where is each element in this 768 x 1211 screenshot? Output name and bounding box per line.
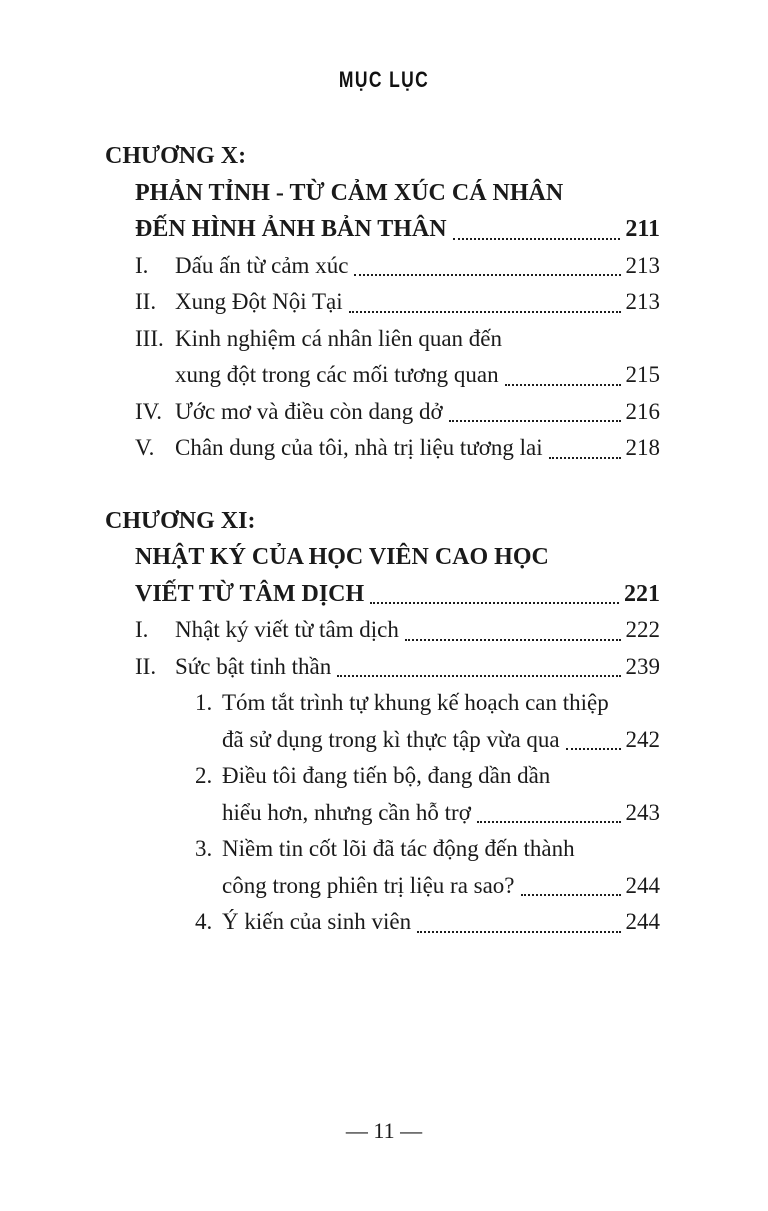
dot-leader: [405, 612, 621, 641]
chapter-title-text: ĐẾN HÌNH ẢNH BẢN THÂN: [135, 216, 447, 242]
dot-leader: [566, 722, 621, 751]
chapter-title-text: PHẢN TỈNH - TỪ CẢM XÚC CÁ NHÂN: [135, 179, 564, 206]
toc-subentry: [195, 685, 660, 722]
dot-leader: [449, 394, 621, 423]
dot-leader: [505, 357, 621, 386]
entry-text: Xung Đột Nội Tại: [175, 289, 343, 314]
entry-text: Nhật ký viết từ tâm dịch: [175, 617, 399, 642]
toc-subentry: [195, 758, 660, 795]
entry-number: 3.: [195, 836, 213, 861]
entry-number: IV.: [135, 398, 163, 424]
entry-number: II.: [135, 653, 157, 679]
chapter-heading: [105, 503, 660, 540]
dot-leader: [453, 211, 621, 240]
page-number: 244: [625, 909, 660, 934]
dot-leader: [370, 576, 619, 605]
page-header-title: MỤC LỤC: [338, 68, 430, 93]
entry-number: 1.: [195, 690, 213, 715]
dot-leader: [549, 430, 621, 459]
chapter-heading-text: CHƯƠNG XI:: [105, 507, 256, 534]
dot-leader: [349, 284, 621, 313]
entry-number: III.: [135, 325, 164, 351]
toc-subentry-continuation: [222, 795, 660, 832]
chapter-heading: [105, 138, 660, 175]
entry-number: I.: [135, 617, 149, 642]
entry-text: Ý kiến của sinh viên: [222, 909, 412, 934]
page-number: 213: [625, 289, 660, 314]
toc-subentry-continuation: [222, 868, 660, 905]
entry-text: hiểu hơn, nhưng cần hỗ trợ: [222, 799, 471, 825]
toc-entry: [105, 394, 660, 431]
entry-number: I.: [135, 252, 149, 278]
toc-entry: [105, 321, 660, 358]
entry-text: công trong phiên trị liệu ra sao?: [222, 872, 515, 898]
page-number: 216: [625, 398, 660, 424]
chapter-title-line: [135, 576, 660, 613]
chapter-title-text: VIẾT TỪ TÂM DỊCH: [135, 580, 365, 607]
page-header: [0, 0, 768, 92]
toc-subentry-continuation: [222, 722, 660, 759]
table-of-contents: [105, 138, 660, 941]
page-number: 213: [625, 252, 660, 278]
entry-number: 4.: [195, 909, 213, 934]
page-number: 243: [625, 799, 660, 825]
toc-entry: [105, 612, 660, 649]
toc-subentry: [195, 904, 660, 941]
entry-text: đã sử dụng trong kì thực tập vừa qua: [222, 726, 560, 752]
chapter-title-line: [135, 539, 660, 576]
entry-text: Ước mơ và điều còn dang dở: [175, 398, 443, 424]
dot-leader: [521, 868, 621, 897]
entry-text: Chân dung của tôi, nhà trị liệu tương lai: [175, 435, 543, 460]
page-number: 215: [625, 362, 660, 387]
entry-text: Kinh nghiệm cá nhân liên quan đến: [175, 325, 503, 351]
dot-leader: [417, 904, 620, 933]
chapter-title-text: NHẬT KÝ CỦA HỌC VIÊN CAO HỌC: [135, 544, 549, 570]
entry-text: Niềm tin cốt lõi đã tác động đến thành: [222, 836, 575, 861]
toc-entry: [105, 284, 660, 321]
footer-page-number: — 11 —: [345, 1118, 423, 1143]
entry-text: Dấu ấn từ cảm xúc: [175, 252, 349, 278]
entry-number: 2.: [195, 763, 213, 788]
toc-entry: [105, 248, 660, 285]
page-number: 242: [625, 726, 660, 752]
page-number: 211: [625, 216, 660, 242]
chapter-xi-section: [105, 503, 660, 941]
toc-entry: [105, 430, 660, 467]
chapter-heading-text: CHƯƠNG X:: [105, 143, 247, 169]
toc-entry-continuation: [175, 357, 660, 394]
page-number: 239: [625, 653, 660, 679]
chapter-title-line: [135, 211, 660, 248]
chapter-x-section: [105, 138, 660, 467]
page-number: 244: [625, 872, 660, 898]
chapter-title-line: [135, 175, 660, 212]
page-number: 222: [625, 617, 660, 642]
page-number: 221: [624, 580, 660, 607]
dot-leader: [477, 795, 621, 824]
entry-text: Tóm tắt trình tự khung kế hoạch can thiệp: [222, 690, 609, 715]
entry-text: Điều tôi đang tiến bộ, đang dần dần: [222, 763, 551, 788]
page-number: 218: [625, 435, 660, 460]
dot-leader: [337, 649, 620, 678]
toc-entry: [105, 649, 660, 686]
entry-text: xung đột trong các mối tương quan: [175, 362, 499, 387]
toc-subentry: [195, 831, 660, 868]
dot-leader: [354, 248, 620, 277]
entry-number: V.: [135, 435, 155, 460]
entry-text: Sức bật tinh thần: [175, 653, 332, 679]
page-footer: [0, 1118, 768, 1144]
entry-number: II.: [135, 289, 157, 314]
